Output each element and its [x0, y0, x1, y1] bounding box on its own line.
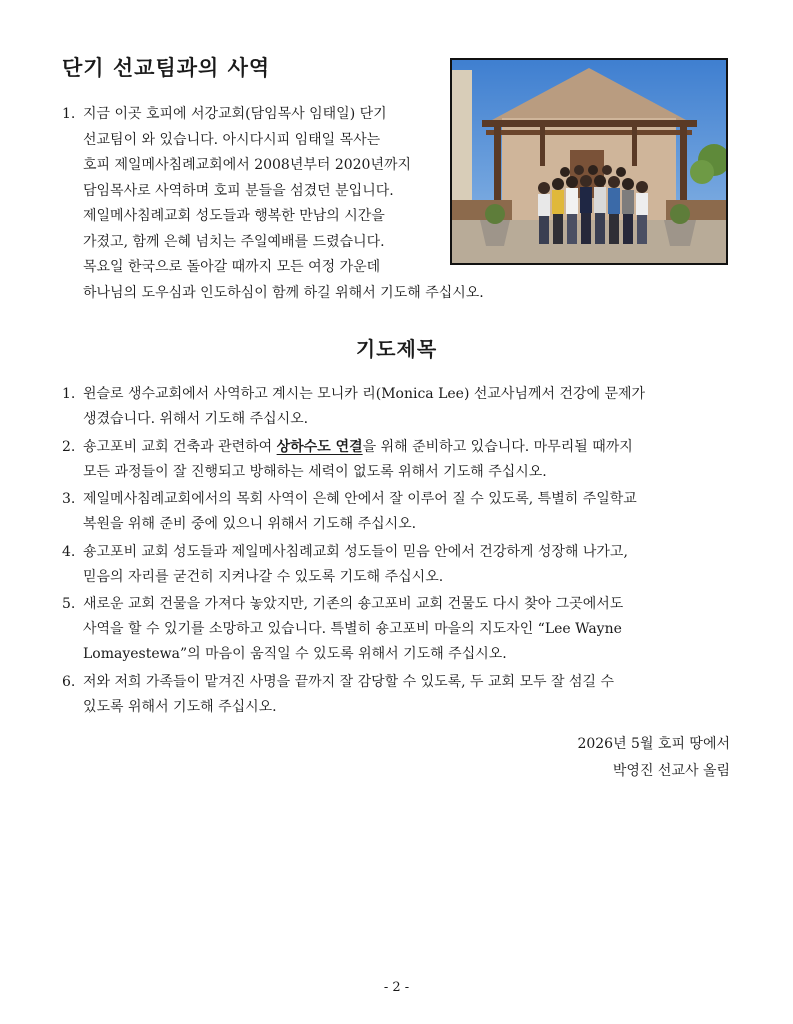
prayer-item-line: 숑고포비 교회 성도들과 제일메사침례교회 성도들이 믿음 안에서 건강하게 성장해 나가고, [83, 543, 628, 560]
prayer-item-line: 사역을 할 수 있기를 소망하고 있습니다. 특별히 숑고포비 마을의 지도자인 “Lee Wayne [83, 621, 622, 637]
list-item-line: 제일메사침례교회 성도들과 행복한 만남의 시간을 [83, 208, 385, 224]
prayer-item-line: 생겼습니다. 위해서 기도해 주십시오. [83, 411, 309, 427]
prayer-item-number: 2. [62, 438, 76, 455]
prayer-item-number: 1. [62, 386, 76, 402]
prayer-item-line: 믿음의 자리를 굳건히 지켜나갈 수 있도록 기도해 주십시오. [83, 568, 444, 585]
prayer-item [62, 382, 730, 432]
prayer-item-line: 있도록 위해서 기도해 주십시오. [83, 698, 277, 715]
list-item-number: 1. [62, 106, 76, 122]
signature-date-place: 2026년 5월 호피 땅에서 [577, 736, 730, 752]
prayer-item [62, 487, 730, 537]
prayer-item-text: 을 위해 준비하고 있습니다. 마무리될 때까지 [362, 438, 633, 455]
prayer-item [62, 670, 730, 720]
prayer-item-line: 제일메사침례교회에서의 목회 사역이 은혜 안에서 잘 이루어 질 수 있도록, 특별히 주일학교 [83, 491, 637, 507]
prayer-item-line: 윈슬로 생수교회에서 사역하고 계시는 모니카 리(Monica Lee) 선교사님께서 건강에 문제가 [83, 386, 646, 402]
list-item-line: 가졌고, 함께 은혜 넘치는 주일예배를 드렸습니다. [83, 233, 385, 250]
prayer-item-number: 6. [62, 673, 76, 690]
prayer-item-line: 저와 저희 가족들이 맡겨진 사명을 끝까지 잘 감당할 수 있도록, 두 교회 모두 잘 섬길 수 [83, 673, 615, 690]
list-item-line: 지금 이곳 호피에 서강교회(담임목사 임태일) 단기 [83, 106, 387, 122]
prayer-item-text: 숑고포비 교회 건축과 관련하여 [83, 438, 277, 455]
prayer-item-number: 3. [62, 491, 76, 507]
prayer-item [62, 592, 730, 667]
page-number: - 2 - [383, 980, 410, 995]
section-title-short-term-mission: 단기 선교팀과의 사역 [62, 56, 271, 80]
list-item-line: 담임목사로 사역하며 호피 분들을 섬겼던 분입니다. [83, 182, 394, 199]
signature-author: 박영진 선교사 올림 [612, 763, 730, 779]
section-title-prayer-requests: 기도제목 [355, 337, 438, 361]
prayer-item-line: 모든 과정들이 잘 진행되고 방해하는 세력이 없도록 위해서 기도해 주십시오. [83, 463, 547, 480]
short-term-mission-list [62, 102, 562, 306]
emphasized-text: 상하수도 연결 [276, 438, 363, 455]
prayer-item-line [83, 435, 730, 460]
prayer-item-number: 5. [62, 596, 76, 612]
prayer-request-list [62, 382, 730, 722]
prayer-item-number: 4. [62, 543, 76, 560]
list-item-line: 목요일 한국으로 돌아갈 때까지 모든 여정 가운데 [83, 259, 381, 275]
prayer-item [62, 435, 730, 485]
list-item [62, 102, 562, 306]
list-item-line: 호피 제일메사침례교회에서 2008년부터 2020년까지 [83, 157, 412, 173]
prayer-item-line: Lomayestewa”의 마음이 움직일 수 있도록 위해서 기도해 주십시오. [83, 646, 507, 662]
list-item-line: 선교팀이 와 있습니다. 아시다시피 임태일 목사는 [83, 131, 381, 148]
prayer-item [62, 540, 730, 590]
list-item-line: 하나님의 도우심과 인도하심이 함께 하길 위해서 기도해 주십시오. [83, 284, 484, 301]
prayer-item-line: 복원을 위해 준비 중에 있으니 위해서 기도해 주십시오. [83, 516, 417, 532]
signature-block [577, 731, 730, 785]
prayer-item-line: 새로운 교회 건물을 가져다 놓았지만, 기존의 숑고포비 교회 건물도 다시 찾아 그곳에서도 [83, 596, 624, 612]
